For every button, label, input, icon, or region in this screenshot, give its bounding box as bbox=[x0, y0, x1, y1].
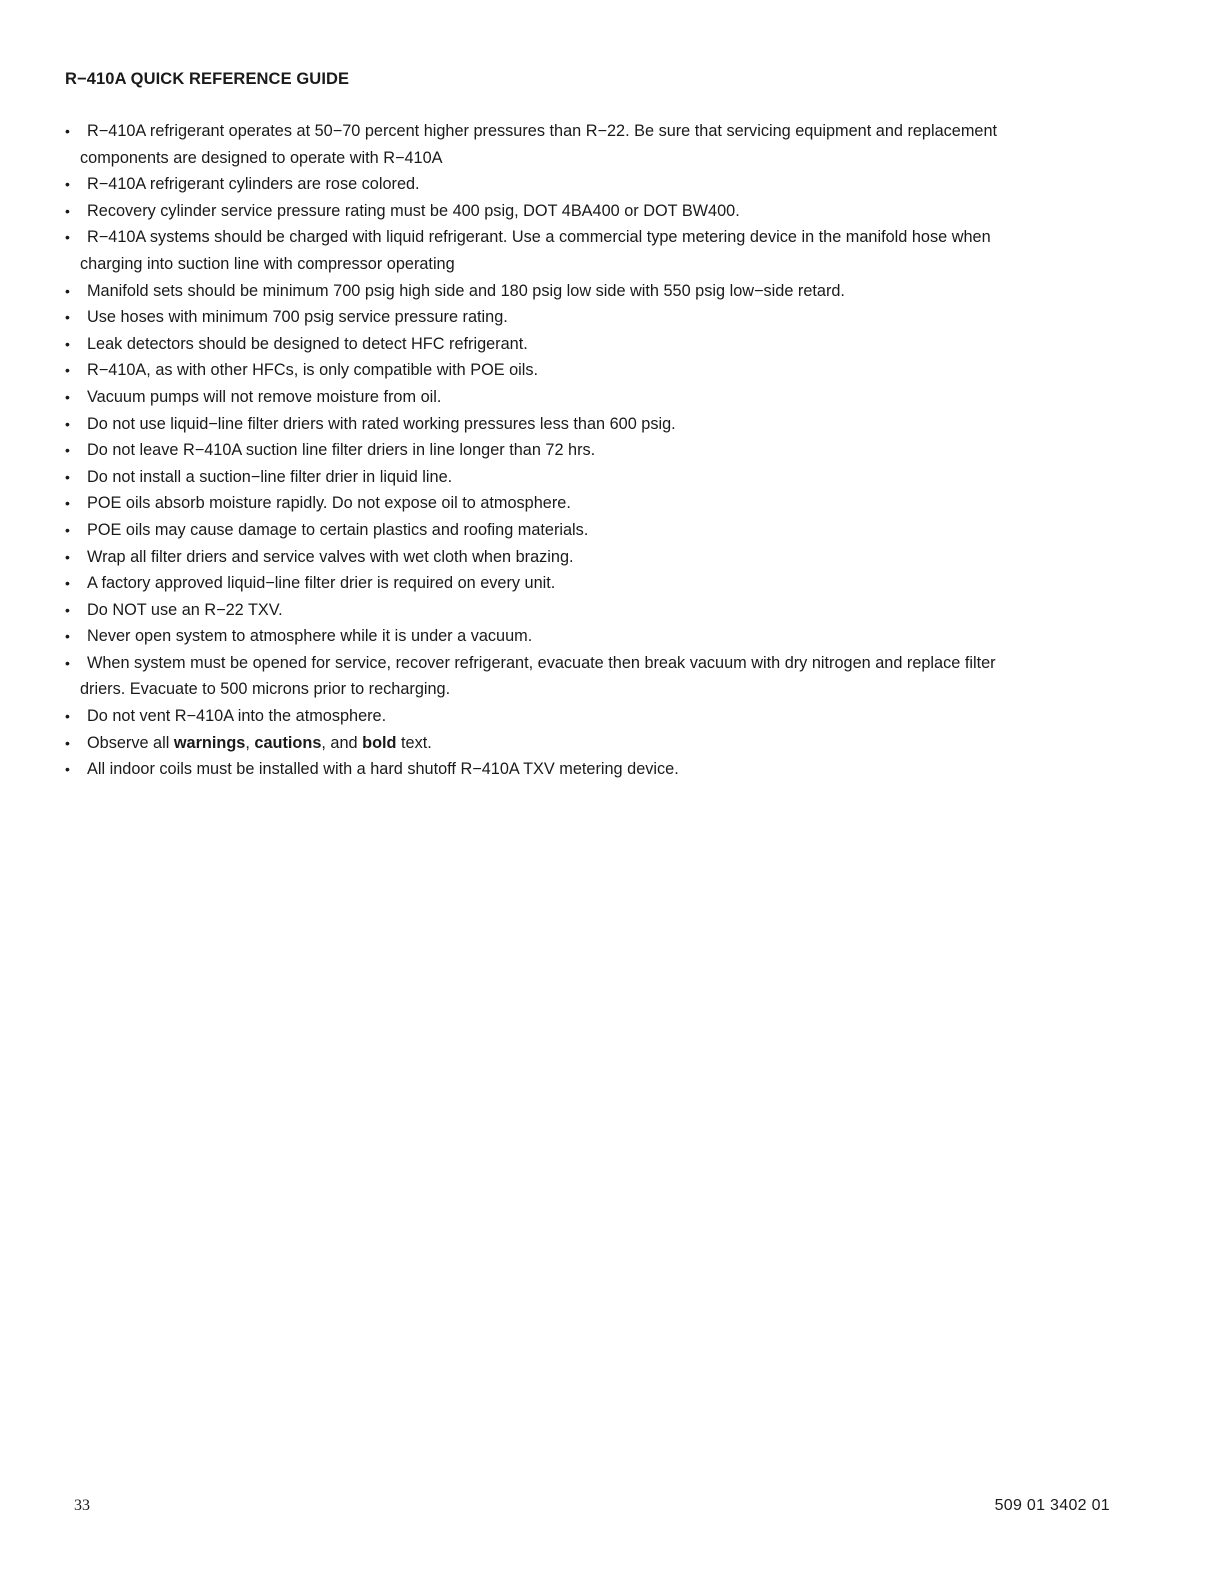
list-item-text: POE oils may cause damage to certain plastics and roofing materials. bbox=[87, 520, 589, 539]
separator-text: , bbox=[245, 733, 255, 752]
list-item-text: All indoor coils must be installed with a hard shutoff R−410A TXV metering device. bbox=[87, 760, 679, 779]
list-item-text: A factory approved liquid−line filter drier is required on every unit. bbox=[87, 574, 556, 593]
list-item bbox=[65, 464, 1005, 491]
list-item bbox=[65, 544, 1005, 571]
list-item-text: Wrap all filter driers and service valves with wet cloth when brazing. bbox=[87, 547, 574, 566]
observe-text: Observe all bbox=[87, 733, 174, 752]
list-item-text: POE oils absorb moisture rapidly. Do not expose oil to atmosphere. bbox=[87, 494, 571, 513]
list-item bbox=[65, 703, 1005, 730]
list-item-text: Do not leave R−410A suction line filter driers in line longer than 72 hrs. bbox=[87, 441, 596, 460]
list-item bbox=[65, 198, 1005, 225]
bullet-icon: • bbox=[65, 575, 70, 592]
list-item bbox=[65, 384, 1005, 411]
bullet-icon: • bbox=[65, 734, 70, 751]
bullet-icon: • bbox=[65, 628, 70, 645]
list-item bbox=[65, 597, 1005, 624]
bullet-icon: • bbox=[65, 601, 70, 618]
list-item-text: Do not use liquid−line filter driers with rated working pressures less than 600 psig. bbox=[87, 414, 676, 433]
list-item bbox=[65, 756, 1005, 783]
cautions-bold-text: cautions bbox=[254, 733, 322, 752]
separator-text: , and bbox=[321, 733, 363, 752]
list-item bbox=[65, 304, 1005, 331]
list-item-text: R−410A refrigerant operates at 50−70 percent higher pressures than R−22. Be sure that servicing equipment and replacement components are designed to operate with R−410A bbox=[80, 122, 998, 167]
list-item bbox=[65, 517, 1005, 544]
reference-list bbox=[65, 118, 1005, 783]
list-item bbox=[65, 623, 1005, 650]
list-item-text: Do not vent R−410A into the atmosphere. bbox=[87, 707, 387, 726]
bullet-icon: • bbox=[65, 708, 70, 725]
bullet-icon: • bbox=[65, 335, 70, 352]
bullet-icon: • bbox=[65, 123, 70, 139]
bullet-icon: • bbox=[65, 468, 70, 485]
list-item-text: Use hoses with minimum 700 psig service pressure rating. bbox=[87, 308, 508, 327]
list-item bbox=[65, 570, 1005, 597]
bullet-icon: • bbox=[65, 176, 70, 193]
list-item-text: When system must be opened for service, recover refrigerant, evacuate then break vacuum with dry nitrogen and replace filter driers. Evacuate to 500 microns prior to recharging. bbox=[80, 653, 996, 699]
list-item-text bbox=[80, 734, 432, 752]
list-item bbox=[65, 278, 1005, 305]
bullet-icon: • bbox=[65, 654, 70, 671]
list-item-text: Never open system to atmosphere while it is under a vacuum. bbox=[87, 627, 533, 646]
list-item-text: R−410A, as with other HFCs, is only compatible with POE oils. bbox=[87, 361, 539, 380]
bullet-icon: • bbox=[65, 442, 70, 459]
list-item bbox=[65, 730, 1005, 757]
list-item-text: R−410A refrigerant cylinders are rose colored. bbox=[87, 175, 420, 194]
list-item bbox=[65, 650, 1005, 703]
list-item-text: Do NOT use an R−22 TXV. bbox=[87, 600, 283, 619]
bullet-icon: • bbox=[65, 761, 70, 778]
list-item bbox=[65, 411, 1005, 438]
bullet-icon: • bbox=[65, 495, 70, 512]
list-item bbox=[65, 437, 1005, 464]
bullet-icon: • bbox=[65, 388, 70, 405]
bullet-icon: • bbox=[65, 309, 70, 326]
list-item bbox=[65, 357, 1005, 384]
warnings-bold-text: warnings bbox=[173, 733, 246, 752]
list-item-text: Leak detectors should be designed to detect HFC refrigerant. bbox=[87, 334, 528, 353]
trailing-text: text. bbox=[396, 733, 432, 752]
list-item-text: R−410A systems should be charged with liquid refrigerant. Use a commercial type metering device in the manifold hose when charging into suction line with compressor operating bbox=[80, 228, 991, 273]
list-item-text: Manifold sets should be minimum 700 psig high side and 180 psig low side with 550 psig low−side retard. bbox=[87, 281, 845, 300]
bullet-icon: • bbox=[65, 282, 70, 299]
list-item-text: Vacuum pumps will not remove moisture from oil. bbox=[87, 387, 442, 406]
list-item bbox=[65, 224, 1005, 277]
page-number: 33 bbox=[74, 1497, 90, 1514]
document-number: 509 01 3402 01 bbox=[994, 1497, 1110, 1514]
bullet-icon: • bbox=[65, 548, 70, 565]
bullet-icon: • bbox=[65, 362, 70, 379]
bullet-icon: • bbox=[65, 229, 70, 246]
list-item-text: Recovery cylinder service pressure rating must be 400 psig, DOT 4BA400 or DOT BW400. bbox=[87, 201, 740, 220]
list-item bbox=[65, 490, 1005, 517]
list-item bbox=[65, 118, 1005, 171]
bullet-icon: • bbox=[65, 521, 70, 538]
page-title: R−410A QUICK REFERENCE GUIDE bbox=[65, 70, 350, 88]
list-item bbox=[65, 171, 1005, 198]
bullet-icon: • bbox=[65, 202, 70, 219]
bullet-icon: • bbox=[65, 415, 70, 432]
list-item-text: Do not install a suction−line filter drier in liquid line. bbox=[87, 467, 453, 486]
list-item bbox=[65, 331, 1005, 358]
bold-bold-text: bold bbox=[362, 733, 397, 752]
